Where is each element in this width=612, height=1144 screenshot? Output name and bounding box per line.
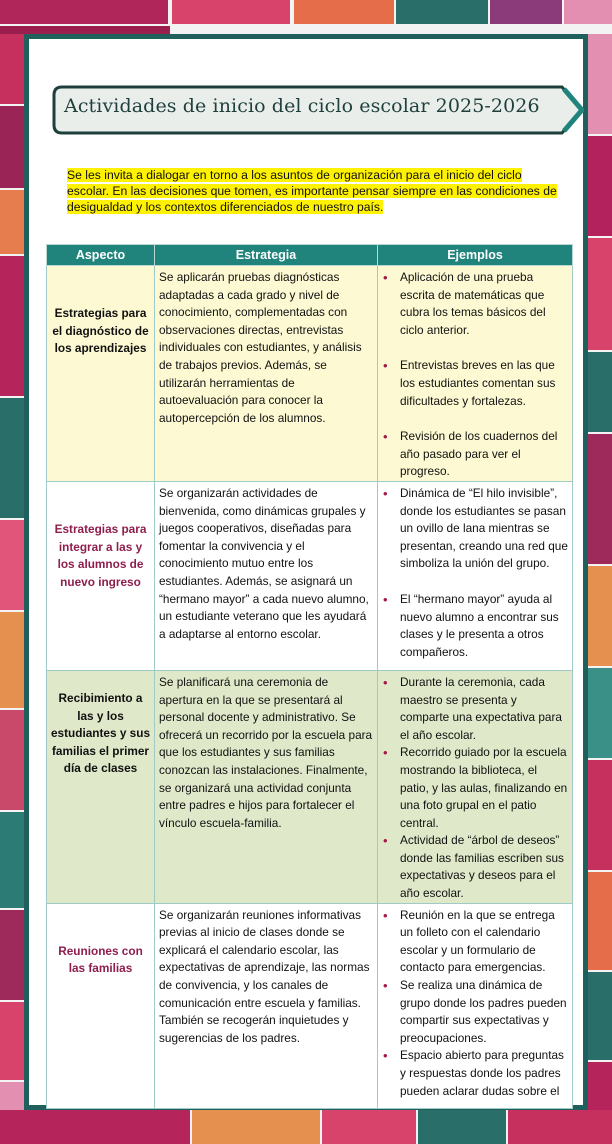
list-item: • Entrevistas breves en las que los estudiantes comentan sus dificultades y fortalezas. xyxy=(382,357,568,410)
background-tile xyxy=(0,398,24,518)
list-item: • Durante la ceremonia, cada maestro se presenta y comparte una expectativa para el año escolar. xyxy=(382,674,568,744)
list-item: • Aplicación de una prueba escrita de matemáticas que cubra los temas básicos del ciclo anterior. xyxy=(382,269,568,339)
background-tile xyxy=(0,190,24,254)
background-tile xyxy=(172,0,290,24)
aspect-label: Estrategias para integrar a las y los alumnos de nuevo ingreso xyxy=(54,521,147,589)
background-tile xyxy=(0,612,24,708)
examples-list xyxy=(382,674,568,903)
page-title: Actividades de inicio del ciclo escolar 2025-2026 xyxy=(64,95,540,117)
background-tile xyxy=(588,668,612,758)
table-row xyxy=(47,903,573,1108)
column-header-strategy: Estrategia xyxy=(155,245,378,266)
aspect-cell xyxy=(47,266,155,482)
title-banner xyxy=(52,85,584,135)
strategy-cell: Se organizarán reuniones informativas previas al inicio de clases donde se explicará el calendario escolar, las expectativas de aprendizaje, las normas de convivencia, y los canales de comunicación entre escuela y familias. También se recogerán inquietudes y sugerencias de los padres. xyxy=(155,903,378,1108)
background-tile xyxy=(0,256,24,396)
examples-list xyxy=(382,907,568,1101)
background-tile xyxy=(0,710,24,810)
table-row xyxy=(47,266,573,482)
activities-table xyxy=(46,244,573,1109)
aspect-cell xyxy=(47,670,155,903)
background-tile xyxy=(0,910,24,1000)
list-item: • Espacio abierto para preguntas y respuestas donde los padres pueden aclarar dudas sobre el xyxy=(382,1047,568,1100)
background-tile xyxy=(396,0,488,24)
list-item: • El “hermano mayor” ayuda al nuevo alumno a encontrar sus clases y le presenta a otros compañeros. xyxy=(382,591,568,661)
background-tile xyxy=(0,34,24,104)
table-row xyxy=(47,670,573,903)
aspect-label: Recibimiento a las y los estudiantes y sus familias el primer día de clases xyxy=(51,690,151,776)
background-tile xyxy=(0,26,170,34)
table-header-row xyxy=(47,245,573,266)
strategy-cell: Se planificará una ceremonia de apertura en la que se presentará al personal docente y administrativo. Se ofrecerá un recorrido por la escuela para que los estudiantes y sus familias conozcan las instalaciones. Finalmente, se organizará una actividad conjunta entre padres e hijos para fortalecer el vínculo escuela-familia. xyxy=(155,670,378,903)
examples-list xyxy=(382,485,568,661)
background-tile xyxy=(508,1110,612,1144)
examples-cell xyxy=(378,481,573,670)
background-tile xyxy=(0,812,24,908)
background-tile xyxy=(588,238,612,350)
strategy-cell: Se aplicarán pruebas diagnósticas adaptadas a cada grado y nivel de conocimiento, complementadas con observaciones directas, entrevistas individuales con estudiantes, y análisis de trabajos previos. Además, se utilizarán herramientas de autoevaluación para conocer la autopercepción de los alumnos. xyxy=(155,266,378,482)
strategy-cell: Se organizarán actividades de bienvenida, como dinámicas grupales y juegos cooperativos, diseñadas para fomentar la convivencia y el conocimiento mutuo entre los estudiantes. Además, se asignará un “hermano mayor” a cada nuevo alumno, un estudiante veterano que les ayudará a adaptarse al entorno escolar. xyxy=(155,481,378,670)
background-tile xyxy=(588,352,612,432)
background-tile xyxy=(588,434,612,564)
background-tile xyxy=(0,1002,24,1080)
list-item: • Dinámica de “El hilo invisible”, donde los estudiantes se pasan un ovillo de lana mientras se presentan, creando una red que simboliza la unión del grupo. xyxy=(382,485,568,573)
examples-list xyxy=(382,269,568,481)
background-tile xyxy=(294,0,394,24)
list-item: • Actividad de “árbol de deseos” donde las familias escriben sus expectativas y deseos para el año escolar. xyxy=(382,832,568,902)
background-tile xyxy=(0,520,24,610)
background-tile xyxy=(322,1110,416,1144)
list-item: • Recorrido guiado por la escuela mostrando la biblioteca, el patio, y las aulas, finalizando en una foto grupal en el patio central. xyxy=(382,744,568,832)
background-tile xyxy=(0,106,24,188)
intro-highlighted-text: Se les invita a dialogar en torno a los asuntos de organización para el inicio del ciclo escolar. En las decisiones que tomen, es importante pensar siempre en las condiciones de desigualdad y los contextos diferenciados de nuestro país. xyxy=(67,168,557,214)
aspect-cell xyxy=(47,481,155,670)
list-item: • Reunión en la que se entrega un folleto con el calendario escolar y un formulario de contacto para emergencias. xyxy=(382,907,568,977)
column-header-aspect: Aspecto xyxy=(47,245,155,266)
intro-text xyxy=(67,167,557,215)
background-tile xyxy=(192,1110,320,1144)
column-header-examples: Ejemplos xyxy=(378,245,573,266)
examples-cell xyxy=(378,266,573,482)
list-item: • Se realiza una dinámica de grupo donde los padres pueden compartir sus expectativas y preocupaciones. xyxy=(382,977,568,1047)
list-item: • Revisión de los cuadernos del año pasado para ver el progreso. xyxy=(382,428,568,481)
table-row xyxy=(47,481,573,670)
background-tile xyxy=(418,1110,506,1144)
background-tile xyxy=(588,760,612,870)
background-tile xyxy=(490,0,562,24)
aspect-label: Reuniones con las familias xyxy=(58,943,143,976)
background-tile xyxy=(588,872,612,970)
background-tile xyxy=(564,0,612,24)
background-tile xyxy=(588,136,612,236)
background-tile xyxy=(0,1110,190,1144)
background-tile xyxy=(588,566,612,666)
background-tile xyxy=(588,34,612,134)
aspect-label: Estrategias para el diagnóstico de los aprendizajes xyxy=(52,306,149,356)
background-tile xyxy=(0,0,168,24)
examples-cell xyxy=(378,670,573,903)
examples-cell xyxy=(378,903,573,1108)
background-tile xyxy=(588,972,612,1060)
aspect-cell xyxy=(47,903,155,1108)
